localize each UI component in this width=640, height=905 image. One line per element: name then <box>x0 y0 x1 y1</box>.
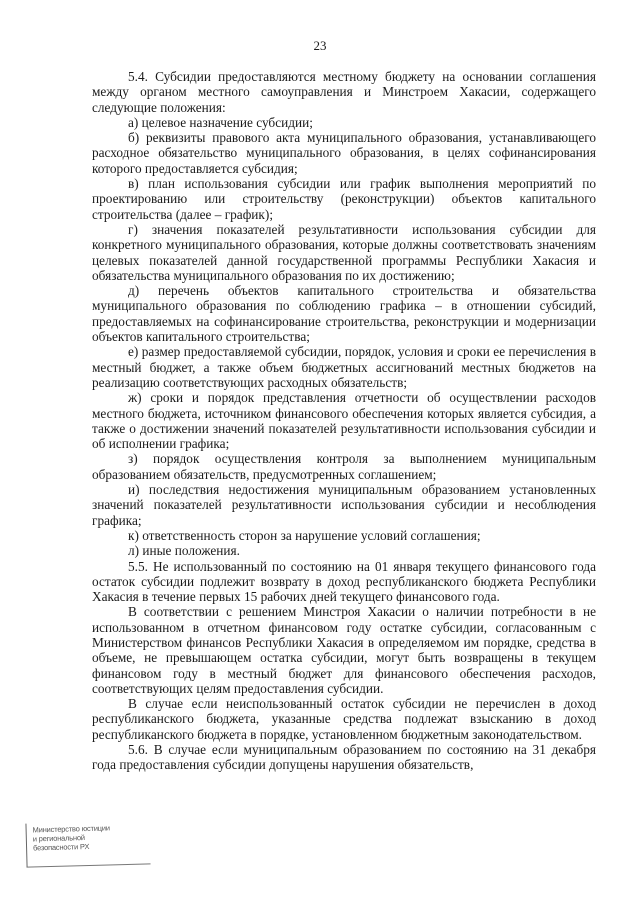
paragraph-5-5-return: В соответствии с решением Минстроя Хакасии о наличии потребности в не использованном в отчетном финансовом году остатке субсидии, согласованным с Министерством финансов Республики Хакасия в определяемом им порядке, средства в объеме, не превышающем остатка субсидии, могут быть возвращены в текущем финансовом году в местный бюджет для финансового обеспечения расходов, соответствующих целям предоставления субсидии. <box>92 604 596 696</box>
item-k: к) ответственность сторон за нарушение условий соглашения; <box>128 527 481 543</box>
document-body <box>92 69 596 773</box>
item-l: л) иные положения. <box>128 543 240 559</box>
paragraph-5-5-recovery: В случае если неиспользованный остаток субсидии не перечислен в доход республиканского бюджета, указанные средства подлежат взысканию в доход республиканского бюджета в порядке, установленном бюджетным законодательством. <box>92 696 596 742</box>
item-i: и) последствия недостижения муниципальным образованием установленных значений показателей результативности использования субсидии и несоблюдения графика; <box>92 482 596 528</box>
registration-stamp <box>25 820 150 867</box>
paragraph-5-5: 5.5. Не использованный по состоянию на 01 января текущего финансового года остаток субсидии подлежит возврату в доход республиканского бюджета Республики Хакасия в течение первых 15 рабочих дней текущего финансового года. <box>92 558 596 605</box>
item-zh: ж) сроки и порядок представления отчетности об осуществлении расходов местного бюджета, источником финансового обеспечения которых является субсидия, а также о достижении значений показателей результативности использования субсидии и об исполнении графика; <box>92 390 596 452</box>
stamp-line: безопасности РХ <box>32 841 90 853</box>
item-a: а) целевое назначение субсидии; <box>128 114 313 130</box>
item-z: з) порядок осуществления контроля за выполнением муниципальным образованием обязательств, предусмотренных соглашением; <box>92 451 596 482</box>
stamp-line: и региональной <box>32 833 85 844</box>
stamp-line: Министерство юстиции <box>32 823 110 835</box>
item-b: б) реквизиты правового акта муниципального образования, устанавливающего расходное обязательство муниципального образования, в целях софинансирования которого предоставляется субсидия; <box>92 130 596 176</box>
paragraph-5-6: 5.6. В случае если муниципальным образованием по состоянию на 31 декабря года предоставления субсидии допущены нарушения обязательств, <box>92 742 596 773</box>
item-d: д) перечень объектов капитального строительства и обязательства муниципального образования по соблюдению графика – в отношении субсидий, предоставляемых на софинансирование строительства, реконструкции и модернизации объектов капитального строительства; <box>92 283 596 345</box>
item-g: г) значения показателей результативности использования субсидии для конкретного муниципального образования, которые должны соответствовать значениям целевых показателей данной государственной программы Республики Хакасия и обязательства муниципального образования по их достижению; <box>92 221 596 283</box>
page-number: 23 <box>313 38 327 53</box>
paragraph-5-4: 5.4. Субсидии предоставляются местному бюджету на основании соглашения между органом местного самоуправления и Минстроем Хакасии, содержащего следующие положения: <box>92 69 596 115</box>
item-v: в) план использования субсидии или график выполнения мероприятий по проектированию или строительству (реконструкции) объектов капитального строительства (далее – график); <box>92 176 596 222</box>
item-e: е) размер предоставляемой субсидии, порядок, условия и сроки ее перечисления в местный бюджет, а также объем бюджетных ассигнований местных бюджетов на реализацию соответствующих расходных обязательств; <box>92 344 596 390</box>
